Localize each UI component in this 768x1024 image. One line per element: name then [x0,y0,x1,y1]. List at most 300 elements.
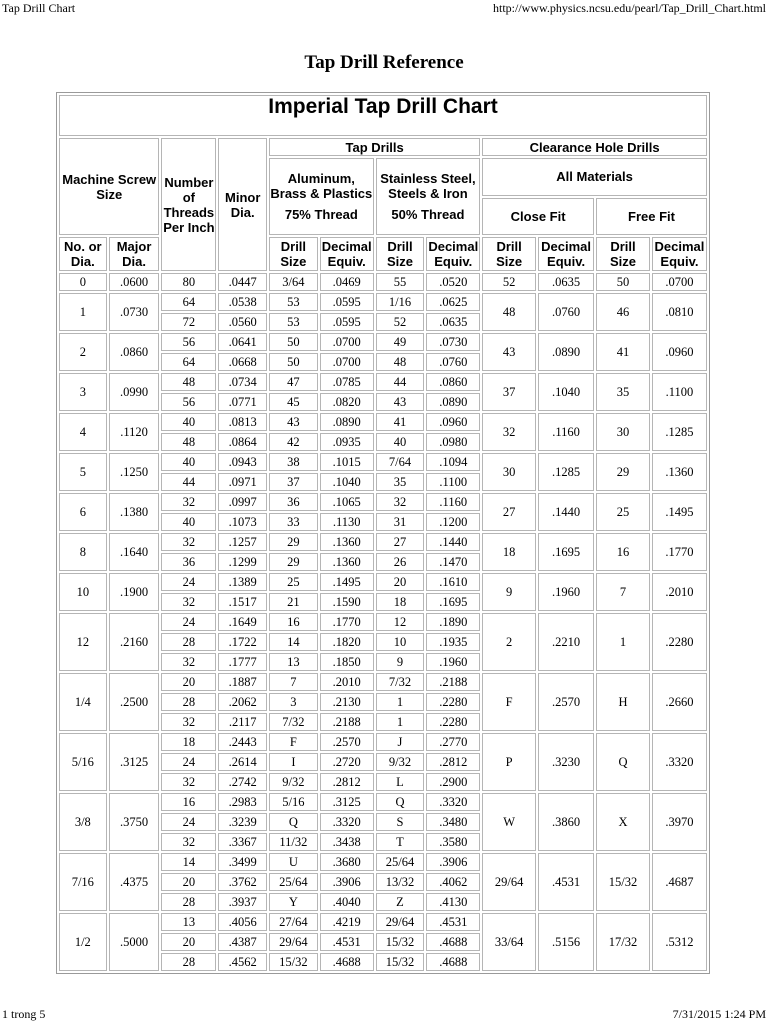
threads-per-inch-cell: 16 [161,793,216,811]
free-fit-decimal-cell: .0810 [652,293,707,331]
minor-dia-cell: .2742 [218,773,267,791]
minor-dia-cell: .0997 [218,493,267,511]
threads-per-inch-cell: 32 [161,773,216,791]
ss-drill-size-cell: 32 [376,493,425,511]
minor-dia-cell: .2117 [218,713,267,731]
header-aluminum-brass-plastics [269,158,374,235]
al-drill-size-cell: 36 [269,493,318,511]
al-drill-size-cell: 3 [269,693,318,711]
ss-decimal-cell: .1160 [426,493,480,511]
threads-per-inch-cell: 32 [161,493,216,511]
minor-dia-cell: .1887 [218,673,267,691]
close-fit-decimal-cell: .3860 [538,793,594,851]
minor-dia-cell: .3762 [218,873,267,891]
al-decimal-cell: .0935 [320,433,374,451]
table-row [59,573,707,591]
major-dia-cell: .0990 [109,373,160,411]
screw-size-cell: 3/8 [59,793,107,851]
chart-title: Imperial Tap Drill Chart [59,95,707,136]
al-drill-size-cell: 3/64 [269,273,318,291]
ss-decimal-cell: .2900 [426,773,480,791]
ss-decimal-cell: .2188 [426,673,480,691]
table-row [59,853,707,871]
minor-dia-cell: .3499 [218,853,267,871]
al-decimal-cell: .3125 [320,793,374,811]
screw-size-cell: 5/16 [59,733,107,791]
page-title: Tap Drill Reference [304,52,464,73]
print-header [0,0,768,16]
threads-per-inch-cell: 28 [161,633,216,651]
threads-per-inch-cell: 40 [161,513,216,531]
minor-dia-cell: .3367 [218,833,267,851]
free-fit-decimal-cell: .2660 [652,673,707,731]
ss-decimal-cell: .3580 [426,833,480,851]
major-dia-cell: .1640 [109,533,160,571]
ss-decimal-cell: .1935 [426,633,480,651]
screw-size-cell: 1/4 [59,673,107,731]
stainless-thread-label: 50% Thread [391,207,465,222]
al-decimal-cell: .2130 [320,693,374,711]
ss-decimal-cell: .2812 [426,753,480,771]
al-drill-size-cell: 5/16 [269,793,318,811]
minor-dia-cell: .1389 [218,573,267,591]
ss-drill-size-cell: 9/32 [376,753,425,771]
free-fit-decimal-cell: .1770 [652,533,707,571]
screw-size-cell: 8 [59,533,107,571]
print-url[interactable]: http://www.physics.ncsu.edu/pearl/Tap_Drill_Chart.html [492,1,766,15]
ss-decimal-cell: .0860 [426,373,480,391]
close-fit-decimal-cell: .1160 [538,413,594,451]
al-decimal-cell: .1495 [320,573,374,591]
threads-per-inch-cell: 64 [161,353,216,371]
ss-drill-size-cell: 7/32 [376,673,425,691]
al-decimal-cell: .0469 [320,273,374,291]
threads-per-inch-cell: 48 [161,373,216,391]
threads-per-inch-cell: 28 [161,693,216,711]
al-drill-size-cell: 14 [269,633,318,651]
free-fit-decimal-cell: .2280 [652,613,707,671]
header-drill-size: Drill Size [596,237,650,271]
al-drill-size-cell: 21 [269,593,318,611]
minor-dia-cell: .4562 [218,953,267,971]
ss-decimal-cell: .4688 [426,953,480,971]
al-decimal-cell: .0820 [320,393,374,411]
al-decimal-cell: .2720 [320,753,374,771]
al-decimal-cell: .3438 [320,833,374,851]
ss-drill-size-cell: 12 [376,613,425,631]
ss-drill-size-cell: S [376,813,425,831]
print-datetime: 7/31/2015 1:24 PM [672,1007,766,1021]
ss-decimal-cell: .0625 [426,293,480,311]
ss-decimal-cell: .1440 [426,533,480,551]
al-drill-size-cell: 25/64 [269,873,318,891]
table-row [59,533,707,551]
close-fit-decimal-cell: .2210 [538,613,594,671]
threads-per-inch-cell: 20 [161,673,216,691]
ss-decimal-cell: .1100 [426,473,480,491]
table-row [59,373,707,391]
ss-drill-size-cell: L [376,773,425,791]
ss-drill-size-cell: 13/32 [376,873,425,891]
threads-per-inch-cell: 24 [161,573,216,591]
header-close-fit: Close Fit [482,198,594,236]
header-no-or-dia: No. or Dia. [59,237,107,271]
al-decimal-cell: .1820 [320,633,374,651]
al-drill-size-cell: I [269,753,318,771]
free-fit-decimal-cell: .3970 [652,793,707,851]
close-fit-decimal-cell: .0760 [538,293,594,331]
minor-dia-cell: .2062 [218,693,267,711]
threads-per-inch-cell: 28 [161,893,216,911]
free-fit-drill-size-cell: 46 [596,293,650,331]
al-drill-size-cell: 13 [269,653,318,671]
ss-decimal-cell: .0730 [426,333,480,351]
al-decimal-cell: .4040 [320,893,374,911]
al-drill-size-cell: 50 [269,333,318,351]
ss-decimal-cell: .2280 [426,713,480,731]
al-drill-size-cell: 29 [269,553,318,571]
tap-drill-table [56,92,710,974]
close-fit-drill-size-cell: F [482,673,536,731]
minor-dia-cell: .3937 [218,893,267,911]
ss-drill-size-cell: 1/16 [376,293,425,311]
major-dia-cell: .2160 [109,613,160,671]
header-all-materials: All Materials [482,158,707,196]
screw-size-cell: 7/16 [59,853,107,911]
screw-size-cell: 3 [59,373,107,411]
print-footer [0,1008,768,1024]
minor-dia-cell: .0971 [218,473,267,491]
al-decimal-cell: .4219 [320,913,374,931]
screw-size-cell: 12 [59,613,107,671]
header-decimal-equiv: Decimal Equiv. [321,239,372,269]
free-fit-decimal-cell: .2010 [652,573,707,611]
al-decimal-cell: .2010 [320,673,374,691]
major-dia-cell: .3125 [109,733,160,791]
threads-per-inch-cell: 32 [161,593,216,611]
close-fit-decimal-cell: .1040 [538,373,594,411]
screw-size-cell: 10 [59,573,107,611]
threads-per-inch-cell: 32 [161,653,216,671]
screw-size-cell: 2 [59,333,107,371]
free-fit-decimal-cell: .1495 [652,493,707,531]
free-fit-decimal-cell: .1100 [652,373,707,411]
al-drill-size-cell: F [269,733,318,751]
free-fit-drill-size-cell: 30 [596,413,650,451]
ss-decimal-cell: .2280 [426,693,480,711]
header-drill-size: Drill Size [376,237,425,271]
threads-per-inch-cell: 40 [161,453,216,471]
free-fit-decimal-cell: .4687 [652,853,707,911]
table-row [59,733,707,751]
al-decimal-cell: .3680 [320,853,374,871]
close-fit-decimal-cell: .1695 [538,533,594,571]
ss-drill-size-cell: 26 [376,553,425,571]
major-dia-cell: .1900 [109,573,160,611]
al-decimal-cell: .1360 [320,533,374,551]
close-fit-decimal-cell: .2570 [538,673,594,731]
tap-drill-chart [56,92,710,974]
threads-per-inch-cell: 48 [161,433,216,451]
ss-decimal-cell: .0520 [426,273,480,291]
close-fit-drill-size-cell: 29/64 [482,853,536,911]
close-fit-decimal-cell: .1285 [538,453,594,491]
threads-per-inch-cell: 24 [161,753,216,771]
close-fit-drill-size-cell: 43 [482,333,536,371]
al-decimal-cell: .4531 [320,933,374,951]
free-fit-decimal-cell: .5312 [652,913,707,971]
ss-decimal-cell: .4688 [426,933,480,951]
minor-dia-cell: .4387 [218,933,267,951]
ss-drill-size-cell: 31 [376,513,425,531]
free-fit-drill-size-cell: 1 [596,613,650,671]
minor-dia-cell: .0734 [218,373,267,391]
ss-drill-size-cell: 1 [376,693,425,711]
ss-drill-size-cell: 18 [376,593,425,611]
print-page-title: Tap Drill Chart [2,1,76,15]
threads-per-inch-cell: 14 [161,853,216,871]
al-drill-size-cell: 33 [269,513,318,531]
al-decimal-cell: .1770 [320,613,374,631]
major-dia-cell: .4375 [109,853,160,911]
header-stainless-steels-iron [376,158,481,235]
al-drill-size-cell: U [269,853,318,871]
ss-drill-size-cell: J [376,733,425,751]
threads-per-inch-cell: 24 [161,813,216,831]
free-fit-drill-size-cell: Q [596,733,650,791]
al-drill-size-cell: Q [269,813,318,831]
free-fit-drill-size-cell: X [596,793,650,851]
ss-decimal-cell: .1610 [426,573,480,591]
header-free-fit: Free Fit [596,198,707,236]
ss-decimal-cell: .1960 [426,653,480,671]
al-drill-size-cell: 15/32 [269,953,318,971]
al-decimal-cell: .0700 [320,333,374,351]
aluminum-label: Aluminum, Brass & Plastics [270,171,373,201]
free-fit-decimal-cell: .3320 [652,733,707,791]
ss-drill-size-cell: 15/32 [376,933,425,951]
threads-per-inch-cell: 44 [161,473,216,491]
ss-decimal-cell: .0980 [426,433,480,451]
screw-size-cell: 0 [59,273,107,291]
al-drill-size-cell: 43 [269,413,318,431]
al-decimal-cell: .3906 [320,873,374,891]
close-fit-drill-size-cell: 33/64 [482,913,536,971]
major-dia-cell: .1120 [109,413,160,451]
ss-drill-size-cell: 29/64 [376,913,425,931]
ss-drill-size-cell: Z [376,893,425,911]
threads-per-inch-cell: 72 [161,313,216,331]
header-drill-size: Drill Size [269,237,318,271]
ss-drill-size-cell: 15/32 [376,953,425,971]
ss-drill-size-cell: 55 [376,273,425,291]
minor-dia-cell: .1257 [218,533,267,551]
minor-dia-cell: .0813 [218,413,267,431]
ss-drill-size-cell: 41 [376,413,425,431]
free-fit-drill-size-cell: 17/32 [596,913,650,971]
al-drill-size-cell: 16 [269,613,318,631]
ss-drill-size-cell: 49 [376,333,425,351]
al-decimal-cell: .0700 [320,353,374,371]
al-drill-size-cell: 53 [269,293,318,311]
minor-dia-cell: .2443 [218,733,267,751]
close-fit-drill-size-cell: 18 [482,533,536,571]
minor-dia-cell: .1299 [218,553,267,571]
ss-decimal-cell: .1094 [426,453,480,471]
ss-decimal-cell: .0760 [426,353,480,371]
al-decimal-cell: .1040 [320,473,374,491]
header-minor-dia: Minor Dia. [218,138,267,271]
minor-dia-cell: .0668 [218,353,267,371]
screw-size-cell: 4 [59,413,107,451]
major-dia-cell: .1250 [109,453,160,491]
threads-per-inch-cell: 80 [161,273,216,291]
ss-drill-size-cell: 52 [376,313,425,331]
ss-decimal-cell: .4130 [426,893,480,911]
page-counter: 1 trong 5 [2,1007,46,1021]
al-decimal-cell: .1130 [320,513,374,531]
minor-dia-cell: .3239 [218,813,267,831]
close-fit-drill-size-cell: 27 [482,493,536,531]
al-drill-size-cell: 42 [269,433,318,451]
al-drill-size-cell: Y [269,893,318,911]
threads-per-inch-cell: 28 [161,953,216,971]
minor-dia-cell: .4056 [218,913,267,931]
free-fit-decimal-cell: .0700 [652,273,707,291]
al-drill-size-cell: 53 [269,313,318,331]
ss-drill-size-cell: 7/64 [376,453,425,471]
minor-dia-cell: .1649 [218,613,267,631]
header-drill-size: Drill Size [482,237,536,271]
ss-drill-size-cell: 10 [376,633,425,651]
minor-dia-cell: .2983 [218,793,267,811]
close-fit-drill-size-cell: P [482,733,536,791]
al-drill-size-cell: 27/64 [269,913,318,931]
al-decimal-cell: .0595 [320,293,374,311]
close-fit-drill-size-cell: 30 [482,453,536,491]
threads-per-inch-cell: 32 [161,533,216,551]
al-decimal-cell: .3320 [320,813,374,831]
al-decimal-cell: .0595 [320,313,374,331]
threads-per-inch-cell: 13 [161,913,216,931]
al-decimal-cell: .4688 [320,953,374,971]
ss-decimal-cell: .4062 [426,873,480,891]
minor-dia-cell: .0943 [218,453,267,471]
major-dia-cell: .0730 [109,293,160,331]
al-drill-size-cell: 47 [269,373,318,391]
ss-decimal-cell: .2770 [426,733,480,751]
close-fit-decimal-cell: .4531 [538,853,594,911]
al-decimal-cell: .0785 [320,373,374,391]
threads-per-inch-cell: 20 [161,933,216,951]
free-fit-drill-size-cell: 25 [596,493,650,531]
threads-per-inch-cell: 56 [161,393,216,411]
close-fit-drill-size-cell: 9 [482,573,536,611]
threads-per-inch-cell: 32 [161,713,216,731]
al-drill-size-cell: 37 [269,473,318,491]
header-tap-drills: Tap Drills [269,138,480,156]
table-row [59,413,707,431]
free-fit-drill-size-cell: H [596,673,650,731]
al-drill-size-cell: 7/32 [269,713,318,731]
close-fit-decimal-cell: .0635 [538,273,594,291]
free-fit-decimal-cell: .1360 [652,453,707,491]
header-machine-screw-size: Machine Screw Size [59,138,159,235]
al-drill-size-cell: 7 [269,673,318,691]
free-fit-drill-size-cell: 16 [596,533,650,571]
header-decimal-equiv: Decimal Equiv. [652,237,707,271]
al-drill-size-cell: 11/32 [269,833,318,851]
screw-size-cell: 5 [59,453,107,491]
table-row [59,673,707,691]
screw-size-cell: 1/2 [59,913,107,971]
ss-drill-size-cell: 40 [376,433,425,451]
close-fit-decimal-cell: .5156 [538,913,594,971]
free-fit-drill-size-cell: 41 [596,333,650,371]
ss-decimal-cell: .3320 [426,793,480,811]
major-dia-cell: .0860 [109,333,160,371]
al-decimal-cell: .1065 [320,493,374,511]
ss-drill-size-cell: 1 [376,713,425,731]
major-dia-cell: .5000 [109,913,160,971]
close-fit-drill-size-cell: 48 [482,293,536,331]
major-dia-cell: .1380 [109,493,160,531]
free-fit-drill-size-cell: 7 [596,573,650,611]
al-decimal-cell: .2188 [320,713,374,731]
ss-decimal-cell: .4531 [426,913,480,931]
header-threads-per-inch: Number of Threads Per Inch [161,138,216,271]
screw-size-cell: 1 [59,293,107,331]
major-dia-cell: .0600 [109,273,160,291]
header-major-dia: Major Dia. [109,237,160,271]
minor-dia-cell: .2614 [218,753,267,771]
table-row [59,293,707,311]
threads-per-inch-cell: 64 [161,293,216,311]
al-decimal-cell: .1015 [320,453,374,471]
ss-decimal-cell: .0890 [426,393,480,411]
al-decimal-cell: .1590 [320,593,374,611]
threads-per-inch-cell: 18 [161,733,216,751]
minor-dia-cell: .0560 [218,313,267,331]
free-fit-decimal-cell: .1285 [652,413,707,451]
table-row [59,453,707,471]
minor-dia-cell: .0864 [218,433,267,451]
ss-drill-size-cell: 43 [376,393,425,411]
close-fit-decimal-cell: .3230 [538,733,594,791]
al-decimal-cell: .2812 [320,773,374,791]
ss-drill-size-cell: 20 [376,573,425,591]
al-drill-size-cell: 38 [269,453,318,471]
ss-decimal-cell: .1470 [426,553,480,571]
table-row [59,493,707,511]
minor-dia-cell: .1073 [218,513,267,531]
close-fit-drill-size-cell: 32 [482,413,536,451]
minor-dia-cell: .1777 [218,653,267,671]
header-decimal-equiv: Decimal Equiv. [428,239,479,269]
threads-per-inch-cell: 20 [161,873,216,891]
free-fit-decimal-cell: .0960 [652,333,707,371]
minor-dia-cell: .1517 [218,593,267,611]
close-fit-drill-size-cell: W [482,793,536,851]
ss-drill-size-cell: 48 [376,353,425,371]
table-row [59,913,707,931]
header-decimal-equiv: Decimal Equiv. [538,237,594,271]
ss-decimal-cell: .1695 [426,593,480,611]
al-drill-size-cell: 45 [269,393,318,411]
minor-dia-cell: .0641 [218,333,267,351]
ss-decimal-cell: .1200 [426,513,480,531]
al-drill-size-cell: 9/32 [269,773,318,791]
